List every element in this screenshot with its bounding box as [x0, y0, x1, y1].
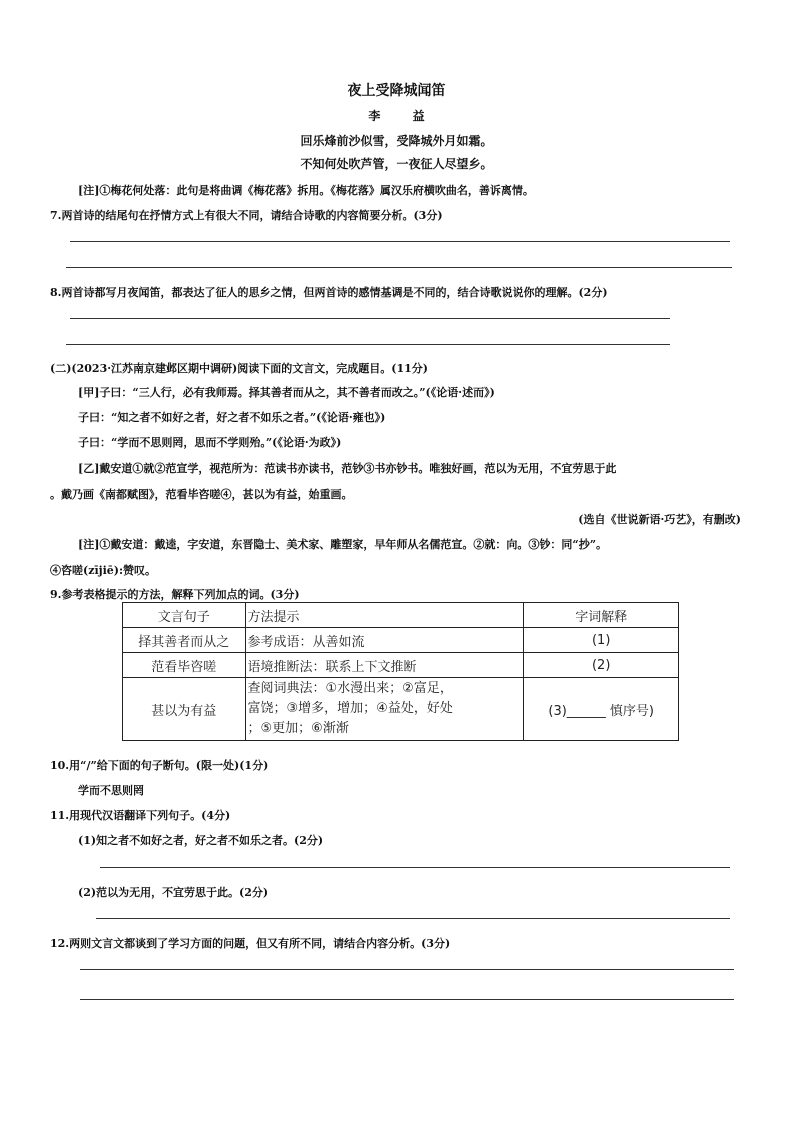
text-source: (选自《世说新语·巧艺》，有删改)	[578, 513, 741, 526]
question-7: 7.两首诗的结尾句在抒情方式上有很大不同，请结合诗歌的内容简要分析。(3分)	[50, 209, 443, 222]
question-12: 12.两则文言文都谈到了学习方面的问题，但又有所不同，请结合内容分析。(3分)	[50, 937, 451, 950]
table-cell-sentence: 范看毕咨嗟	[123, 653, 246, 678]
table-cell-sentence: 甚以为有益	[123, 678, 246, 741]
answer-line[interactable]	[96, 918, 730, 919]
method-line: ；⑤更加；⑥渐渐	[247, 721, 349, 736]
table-header-row	[123, 603, 679, 628]
text-jia-1: [甲]子曰：“三人行，必有我师焉。择其善者而从之，其不善者而改之。”(《论语·述而》)	[78, 386, 495, 399]
table-cell-answer[interactable]: (2)	[524, 653, 679, 678]
question-10-sentence: 学而不思则罔	[78, 784, 144, 797]
table-cell-method	[245, 678, 524, 741]
method-line: 富饶；③增多，增加；④益处，好处	[247, 701, 453, 716]
question-11-sentence-1: (1)知之者不如好之者，好之者不如乐之者。(2分)	[78, 834, 324, 847]
question-11: 11.用现代汉语翻译下列句子。(4分)	[50, 809, 231, 822]
answer-line[interactable]	[80, 999, 734, 1000]
answer-line[interactable]	[70, 318, 670, 319]
question-10: 10.用“/”给下面的句子断句。(限一处)(1分)	[50, 759, 269, 772]
answer-line[interactable]	[66, 344, 670, 345]
table-header: 字词解释	[524, 603, 679, 628]
poem-line-1: 回乐烽前沙似雪，受降城外月如霜。	[300, 134, 493, 148]
table-cell-sentence: 择其善者而从之	[123, 628, 246, 653]
table-row	[123, 653, 679, 678]
method-line: 查阅词典法：①水漫出来；②富足，	[247, 681, 453, 696]
question-11-sentence-2: (2)范以为无用，不宜劳思于此。(2分)	[78, 886, 269, 899]
question-8: 8.两首诗都写月夜闻笛，都表达了征人的思乡之情，但两首诗的感情基调是不同的，结合诗歌说说你的理解。(2分)	[50, 286, 608, 299]
poem-author: 李 益	[368, 109, 439, 123]
text-jia-2: 子曰：“知之者不如好之者，好之者不如乐之者。”(《论语·雍也》)	[78, 411, 386, 424]
answer-line[interactable]	[70, 241, 730, 242]
table-cell-answer[interactable]: (3)______ 慎序号)	[524, 678, 679, 741]
table-header: 文言句子	[123, 603, 246, 628]
section-2-heading: (二)(2023·江苏南京建邺区期中调研)阅读下面的文言文，完成题目。(11分)	[50, 362, 428, 375]
answer-line[interactable]	[100, 867, 730, 868]
poem-title: 夜上受降城闻笛	[347, 83, 446, 99]
poem-line-2: 不知何处吹芦管，一夜征人尽望乡。	[300, 157, 493, 171]
method-table	[122, 602, 679, 741]
table-header: 方法提示	[245, 603, 524, 628]
table-row	[123, 678, 679, 741]
question-9: 9.参考表格提示的方法，解释下列加点的词。(3分)	[50, 588, 300, 601]
text-yi-2: 。戴乃画《南都赋图》，范看毕咨嗟④，甚以为有益，始重画。	[50, 488, 353, 501]
table-cell-method: 参考成语：从善如流	[245, 628, 524, 653]
table-cell-answer[interactable]: (1)	[524, 628, 679, 653]
answer-line[interactable]	[66, 267, 732, 268]
poem-note: [注]①梅花何处落：此句是将曲调《梅花落》拆用。《梅花落》属汉乐府横吹曲名，善诉离情。	[78, 184, 534, 197]
text-note-2: ④咨嗟(zījiē):赞叹。	[50, 564, 157, 577]
table-cell-method: 语境推断法：联系上下文推断	[245, 653, 524, 678]
text-note-1: [注]①戴安道：戴逵，字安道，东晋隐士、美术家、雕塑家，早年师从名儒范宣。②就：向。③钞：同“抄”。	[78, 538, 608, 551]
text-jia-3: 子曰：“学而不思则罔，思而不学则殆。”(《论语·为政》)	[78, 436, 342, 449]
text-yi-1: [乙]戴安道①就②范宣学，视范所为：范读书亦读书，范钞③书亦钞书。唯独好画，范以为无用，不宜劳思于此	[78, 462, 617, 475]
answer-line[interactable]	[80, 969, 734, 970]
table-row	[123, 628, 679, 653]
